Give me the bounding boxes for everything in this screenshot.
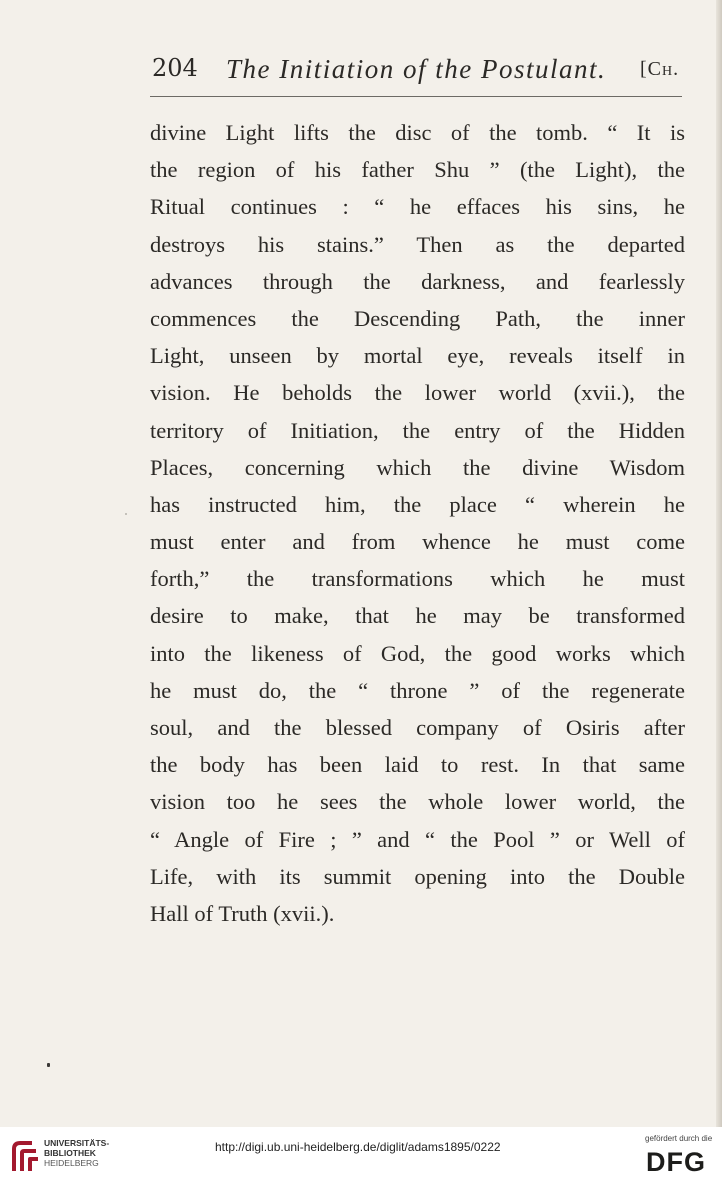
text-line: Life, with its summit opening into the Double [150,863,685,889]
digitization-footer [0,1127,722,1180]
library-name-line: BIBLIOTHEK [44,1148,96,1158]
dfg-logo: DFG [646,1147,706,1177]
text-line: the body has been laid to rest. In that same [150,752,685,778]
page-number: 204 [152,54,198,82]
text-line: the region of his father Shu ” (the Light), the [150,157,685,183]
text-line: Light, unseen by mortal eye, reveals itself in [150,343,685,369]
text-line: vision. He beholds the lower world (xvii.), the [150,380,685,406]
text-line: vision too he sees the whole lower world, the [150,789,685,815]
text-line: commences the Descending Path, the inner [150,305,685,331]
library-logo-icon [8,1137,42,1173]
funding-text: gefördert durch die [645,1134,713,1143]
paper-speck [125,513,127,515]
ink-speck [47,1063,50,1067]
running-title: The Initiation of the Postulant. [226,54,607,84]
page-edge [716,0,722,1127]
text-line: soul, and the blessed company of Osiris after [150,715,685,740]
text-line: has instructed him, the place “ wherein he [150,491,685,517]
text-line: into the likeness of God, the good works which [150,640,685,666]
text-line: he must do, the “ throne ” of the regenerate [150,677,685,703]
text-line: advances through the darkness, and fearlessly [150,268,685,294]
text-line: Hall of Truth (xvii.). [150,900,335,926]
library-name [44,1138,109,1168]
chapter-mark: [Ch. [640,58,680,80]
running-header [0,52,722,92]
text-line: territory of Initiation, the entry of the Hidden [150,417,685,443]
header-rule [150,96,682,97]
text-line: divine Light lifts the disc of the tomb. “ It is [150,120,685,145]
body-text [150,114,685,932]
text-line: must enter and from whence he must come [150,529,685,555]
permalink-link[interactable]: http://digi.ub.uni-heidelberg.de/diglit/adams1895/0222 [215,1140,501,1154]
library-name-line: HEIDELBERG [44,1158,99,1168]
text-line: “ Angle of Fire ; ” and “ the Pool ” or Well of [150,826,685,852]
library-name-line: UNIVERSITÄTS- [44,1138,110,1148]
text-line: forth,” the transformations which he must [150,566,685,592]
text-line: Ritual continues : “ he effaces his sins, he [150,194,685,220]
text-line: destroys his stains.” Then as the departed [150,231,685,257]
text-line: Places, concerning which the divine Wisdom [150,454,685,480]
text-line: desire to make, that he may be transformed [150,603,685,629]
